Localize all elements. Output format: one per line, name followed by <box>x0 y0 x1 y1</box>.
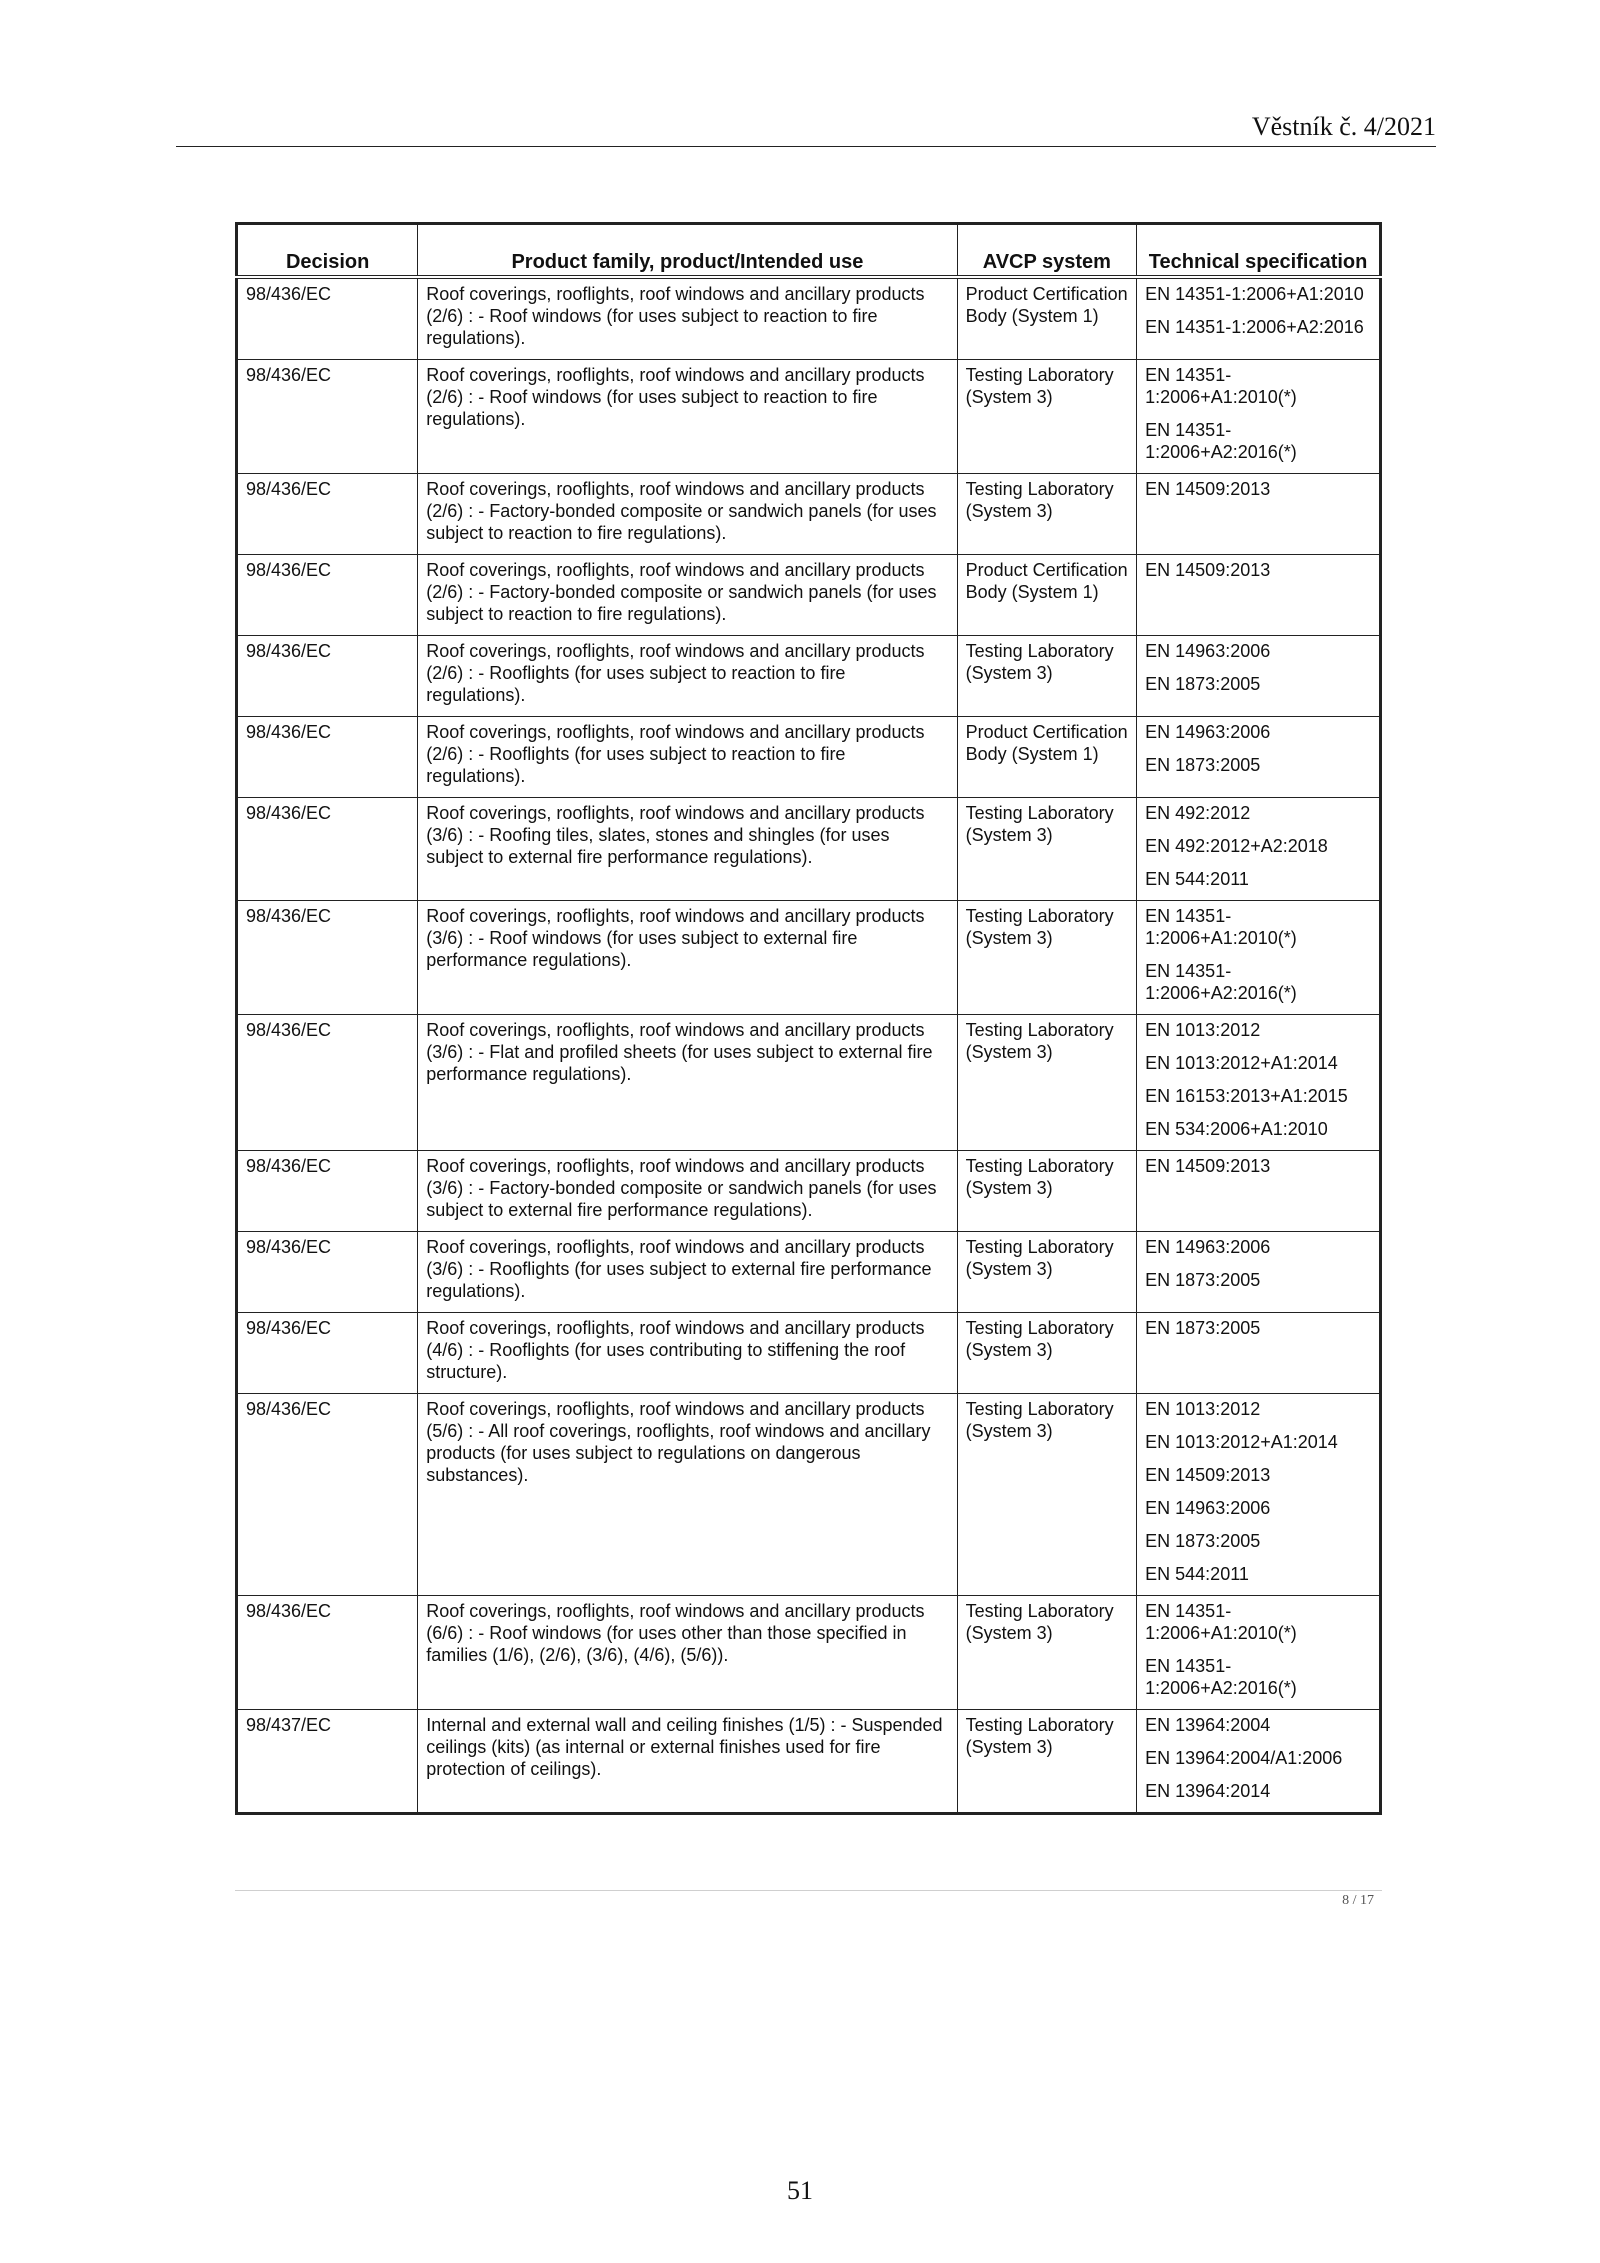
spec-item: EN 14351-1:2006+A1:2010 <box>1145 284 1364 304</box>
spec-item: EN 1013:2012+A1:2014 <box>1145 1053 1338 1073</box>
decision-cell: 98/436/EC <box>237 1394 418 1596</box>
product-cell: Roof coverings, rooflights, roof windows and ancillary products (3/6) : - Flat and profiled sheets (for uses subject to external fire performance regulations). <box>418 1015 957 1151</box>
journal-title: Věstník č. 4/2021 <box>1251 112 1436 141</box>
product-cell: Roof coverings, rooflights, roof windows and ancillary products (3/6) : - Rooflights (for uses subject to external fire performance regulations). <box>418 1232 957 1313</box>
avcp-cell: Testing Laboratory (System 3) <box>957 1596 1137 1710</box>
footer-divider <box>235 1890 1382 1891</box>
spec-cell <box>1137 360 1381 474</box>
avcp-cell: Product Certification Body (System 1) <box>957 277 1137 360</box>
spec-item: EN 1873:2005 <box>1145 755 1261 775</box>
spec-cell <box>1137 1015 1381 1151</box>
spec-cell <box>1137 798 1381 901</box>
spec-item: EN 14509:2013 <box>1145 1156 1271 1176</box>
avcp-cell: Testing Laboratory (System 3) <box>957 474 1137 555</box>
spec-item: EN 14351-1:2006+A2:2016(*) <box>1145 420 1297 462</box>
spec-item: EN 14963:2006 <box>1145 1498 1271 1518</box>
table-row <box>237 798 1381 901</box>
product-cell: Roof coverings, rooflights, roof windows and ancillary products (3/6) : - Roof windows (for uses subject to external fire performance regulations). <box>418 901 957 1015</box>
spec-cell <box>1137 1232 1381 1313</box>
product-cell: Roof coverings, rooflights, roof windows and ancillary products (2/6) : - Rooflights (for uses subject to reaction to fire regulations). <box>418 636 957 717</box>
spec-cell <box>1137 277 1381 360</box>
spec-item: EN 13964:2014 <box>1145 1781 1271 1801</box>
spec-item: EN 13964:2004/A1:2006 <box>1145 1748 1343 1768</box>
spec-item: EN 544:2011 <box>1145 869 1249 889</box>
avcp-cell: Testing Laboratory (System 3) <box>957 798 1137 901</box>
spec-item: EN 14351-1:2006+A2:2016(*) <box>1145 1656 1297 1698</box>
spec-cell <box>1137 474 1381 555</box>
spec-item: EN 1013:2012+A1:2014 <box>1145 1432 1338 1452</box>
spec-item: EN 14963:2006 <box>1145 641 1271 661</box>
spec-item: EN 492:2012 <box>1145 803 1251 823</box>
spec-item: EN 544:2011 <box>1145 1564 1249 1584</box>
spec-cell <box>1137 1596 1381 1710</box>
spec-item: EN 1873:2005 <box>1145 674 1261 694</box>
product-cell: Internal and external wall and ceiling finishes (1/5) : - Suspended ceilings (kits) (as internal or external finishes used for fire protection of ceilings). <box>418 1710 957 1814</box>
table-row <box>237 360 1381 474</box>
page-header <box>176 110 1436 147</box>
spec-item: EN 534:2006+A1:2010 <box>1145 1119 1328 1139</box>
table-row <box>237 1232 1381 1313</box>
decision-cell: 98/436/EC <box>237 1596 418 1710</box>
product-cell: Roof coverings, rooflights, roof windows and ancillary products (5/6) : - All roof coverings, rooflights, roof windows and ancillary products (for uses subject to regulations on dangerous substances). <box>418 1394 957 1596</box>
avcp-cell: Testing Laboratory (System 3) <box>957 1313 1137 1394</box>
spec-item: EN 1013:2012 <box>1145 1020 1261 1040</box>
avcp-cell: Testing Laboratory (System 3) <box>957 1710 1137 1814</box>
decision-cell: 98/436/EC <box>237 1015 418 1151</box>
spec-item: EN 13964:2004 <box>1145 1715 1271 1735</box>
spec-item: EN 14351-1:2006+A1:2010(*) <box>1145 906 1297 948</box>
table-row <box>237 1596 1381 1710</box>
spec-cell <box>1137 717 1381 798</box>
page-number: 51 <box>787 2176 813 2205</box>
spec-cell <box>1137 1394 1381 1596</box>
spec-item: EN 1873:2005 <box>1145 1270 1261 1290</box>
spec-cell <box>1137 1313 1381 1394</box>
product-cell: Roof coverings, rooflights, roof windows and ancillary products (6/6) : - Roof windows (for uses other than those specified in families (1/6), (2/6), (3/6), (4/6), (5/6)). <box>418 1596 957 1710</box>
product-cell: Roof coverings, rooflights, roof windows and ancillary products (2/6) : - Factory-bonded composite or sandwich panels (for uses subject to reaction to fire regulations). <box>418 474 957 555</box>
column-header-spec: Technical specification <box>1137 224 1381 278</box>
table-row <box>237 474 1381 555</box>
decision-cell: 98/436/EC <box>237 277 418 360</box>
page-of-counter: 8 / 17 <box>1342 1893 1374 1908</box>
spec-cell <box>1137 1710 1381 1814</box>
spec-cell <box>1137 1151 1381 1232</box>
spec-cell <box>1137 555 1381 636</box>
avcp-cell: Testing Laboratory (System 3) <box>957 1232 1137 1313</box>
spec-item: EN 1013:2012 <box>1145 1399 1261 1419</box>
decision-cell: 98/436/EC <box>237 555 418 636</box>
table-row <box>237 1710 1381 1814</box>
specification-table <box>235 222 1382 1815</box>
table-row <box>237 1394 1381 1596</box>
table-row <box>237 1151 1381 1232</box>
product-cell: Roof coverings, rooflights, roof windows and ancillary products (2/6) : - Rooflights (for uses subject to reaction to fire regulations). <box>418 717 957 798</box>
avcp-cell: Testing Laboratory (System 3) <box>957 1394 1137 1596</box>
spec-item: EN 14351-1:2006+A1:2010(*) <box>1145 365 1297 407</box>
decision-cell: 98/436/EC <box>237 360 418 474</box>
spec-item: EN 14351-1:2006+A2:2016 <box>1145 317 1364 337</box>
column-header-product: Product family, product/Intended use <box>418 224 957 278</box>
product-cell: Roof coverings, rooflights, roof windows and ancillary products (3/6) : - Roofing tiles, slates, stones and shingles (for uses subject to external fire performance regulations). <box>418 798 957 901</box>
spec-item: EN 14351-1:2006+A1:2010(*) <box>1145 1601 1297 1643</box>
spec-item: EN 14963:2006 <box>1145 722 1271 742</box>
decision-cell: 98/436/EC <box>237 1313 418 1394</box>
spec-item: EN 492:2012+A2:2018 <box>1145 836 1328 856</box>
product-cell: Roof coverings, rooflights, roof windows and ancillary products (3/6) : - Factory-bonded composite or sandwich panels (for uses subject to external fire performance regulations). <box>418 1151 957 1232</box>
table-row <box>237 1015 1381 1151</box>
decision-cell: 98/436/EC <box>237 717 418 798</box>
table-header-row <box>237 224 1381 278</box>
spec-item: EN 14509:2013 <box>1145 560 1271 580</box>
table-row <box>237 717 1381 798</box>
table-body <box>237 277 1381 1814</box>
decision-cell: 98/436/EC <box>237 636 418 717</box>
decision-cell: 98/436/EC <box>237 474 418 555</box>
table-row <box>237 1313 1381 1394</box>
spec-item: EN 14351-1:2006+A2:2016(*) <box>1145 961 1297 1003</box>
avcp-cell: Testing Laboratory (System 3) <box>957 360 1137 474</box>
spec-cell <box>1137 636 1381 717</box>
decision-cell: 98/437/EC <box>237 1710 418 1814</box>
decision-cell: 98/436/EC <box>237 1232 418 1313</box>
avcp-cell: Product Certification Body (System 1) <box>957 555 1137 636</box>
avcp-cell: Testing Laboratory (System 3) <box>957 1151 1137 1232</box>
decision-cell: 98/436/EC <box>237 1151 418 1232</box>
avcp-cell: Product Certification Body (System 1) <box>957 717 1137 798</box>
avcp-cell: Testing Laboratory (System 3) <box>957 1015 1137 1151</box>
decision-cell: 98/436/EC <box>237 901 418 1015</box>
spec-item: EN 16153:2013+A1:2015 <box>1145 1086 1348 1106</box>
table-row <box>237 901 1381 1015</box>
column-header-avcp: AVCP system <box>957 224 1137 278</box>
spec-item: EN 1873:2005 <box>1145 1531 1261 1551</box>
spec-item: EN 1873:2005 <box>1145 1318 1261 1338</box>
decision-cell: 98/436/EC <box>237 798 418 901</box>
product-cell: Roof coverings, rooflights, roof windows and ancillary products (2/6) : - Factory-bonded composite or sandwich panels (for uses subject to reaction to fire regulations). <box>418 555 957 636</box>
spec-item: EN 14509:2013 <box>1145 479 1271 499</box>
table-row <box>237 277 1381 360</box>
product-cell: Roof coverings, rooflights, roof windows and ancillary products (2/6) : - Roof windows (for uses subject to reaction to fire regulations). <box>418 360 957 474</box>
spec-item: EN 14509:2013 <box>1145 1465 1271 1485</box>
avcp-cell: Testing Laboratory (System 3) <box>957 636 1137 717</box>
spec-cell <box>1137 901 1381 1015</box>
spec-item: EN 14963:2006 <box>1145 1237 1271 1257</box>
table-row <box>237 636 1381 717</box>
column-header-decision: Decision <box>237 224 418 278</box>
product-cell: Roof coverings, rooflights, roof windows and ancillary products (2/6) : - Roof windows (for uses subject to reaction to fire regulations). <box>418 277 957 360</box>
avcp-cell: Testing Laboratory (System 3) <box>957 901 1137 1015</box>
table-row <box>237 555 1381 636</box>
product-cell: Roof coverings, rooflights, roof windows and ancillary products (4/6) : - Rooflights (for uses contributing to stiffening the roof structure). <box>418 1313 957 1394</box>
